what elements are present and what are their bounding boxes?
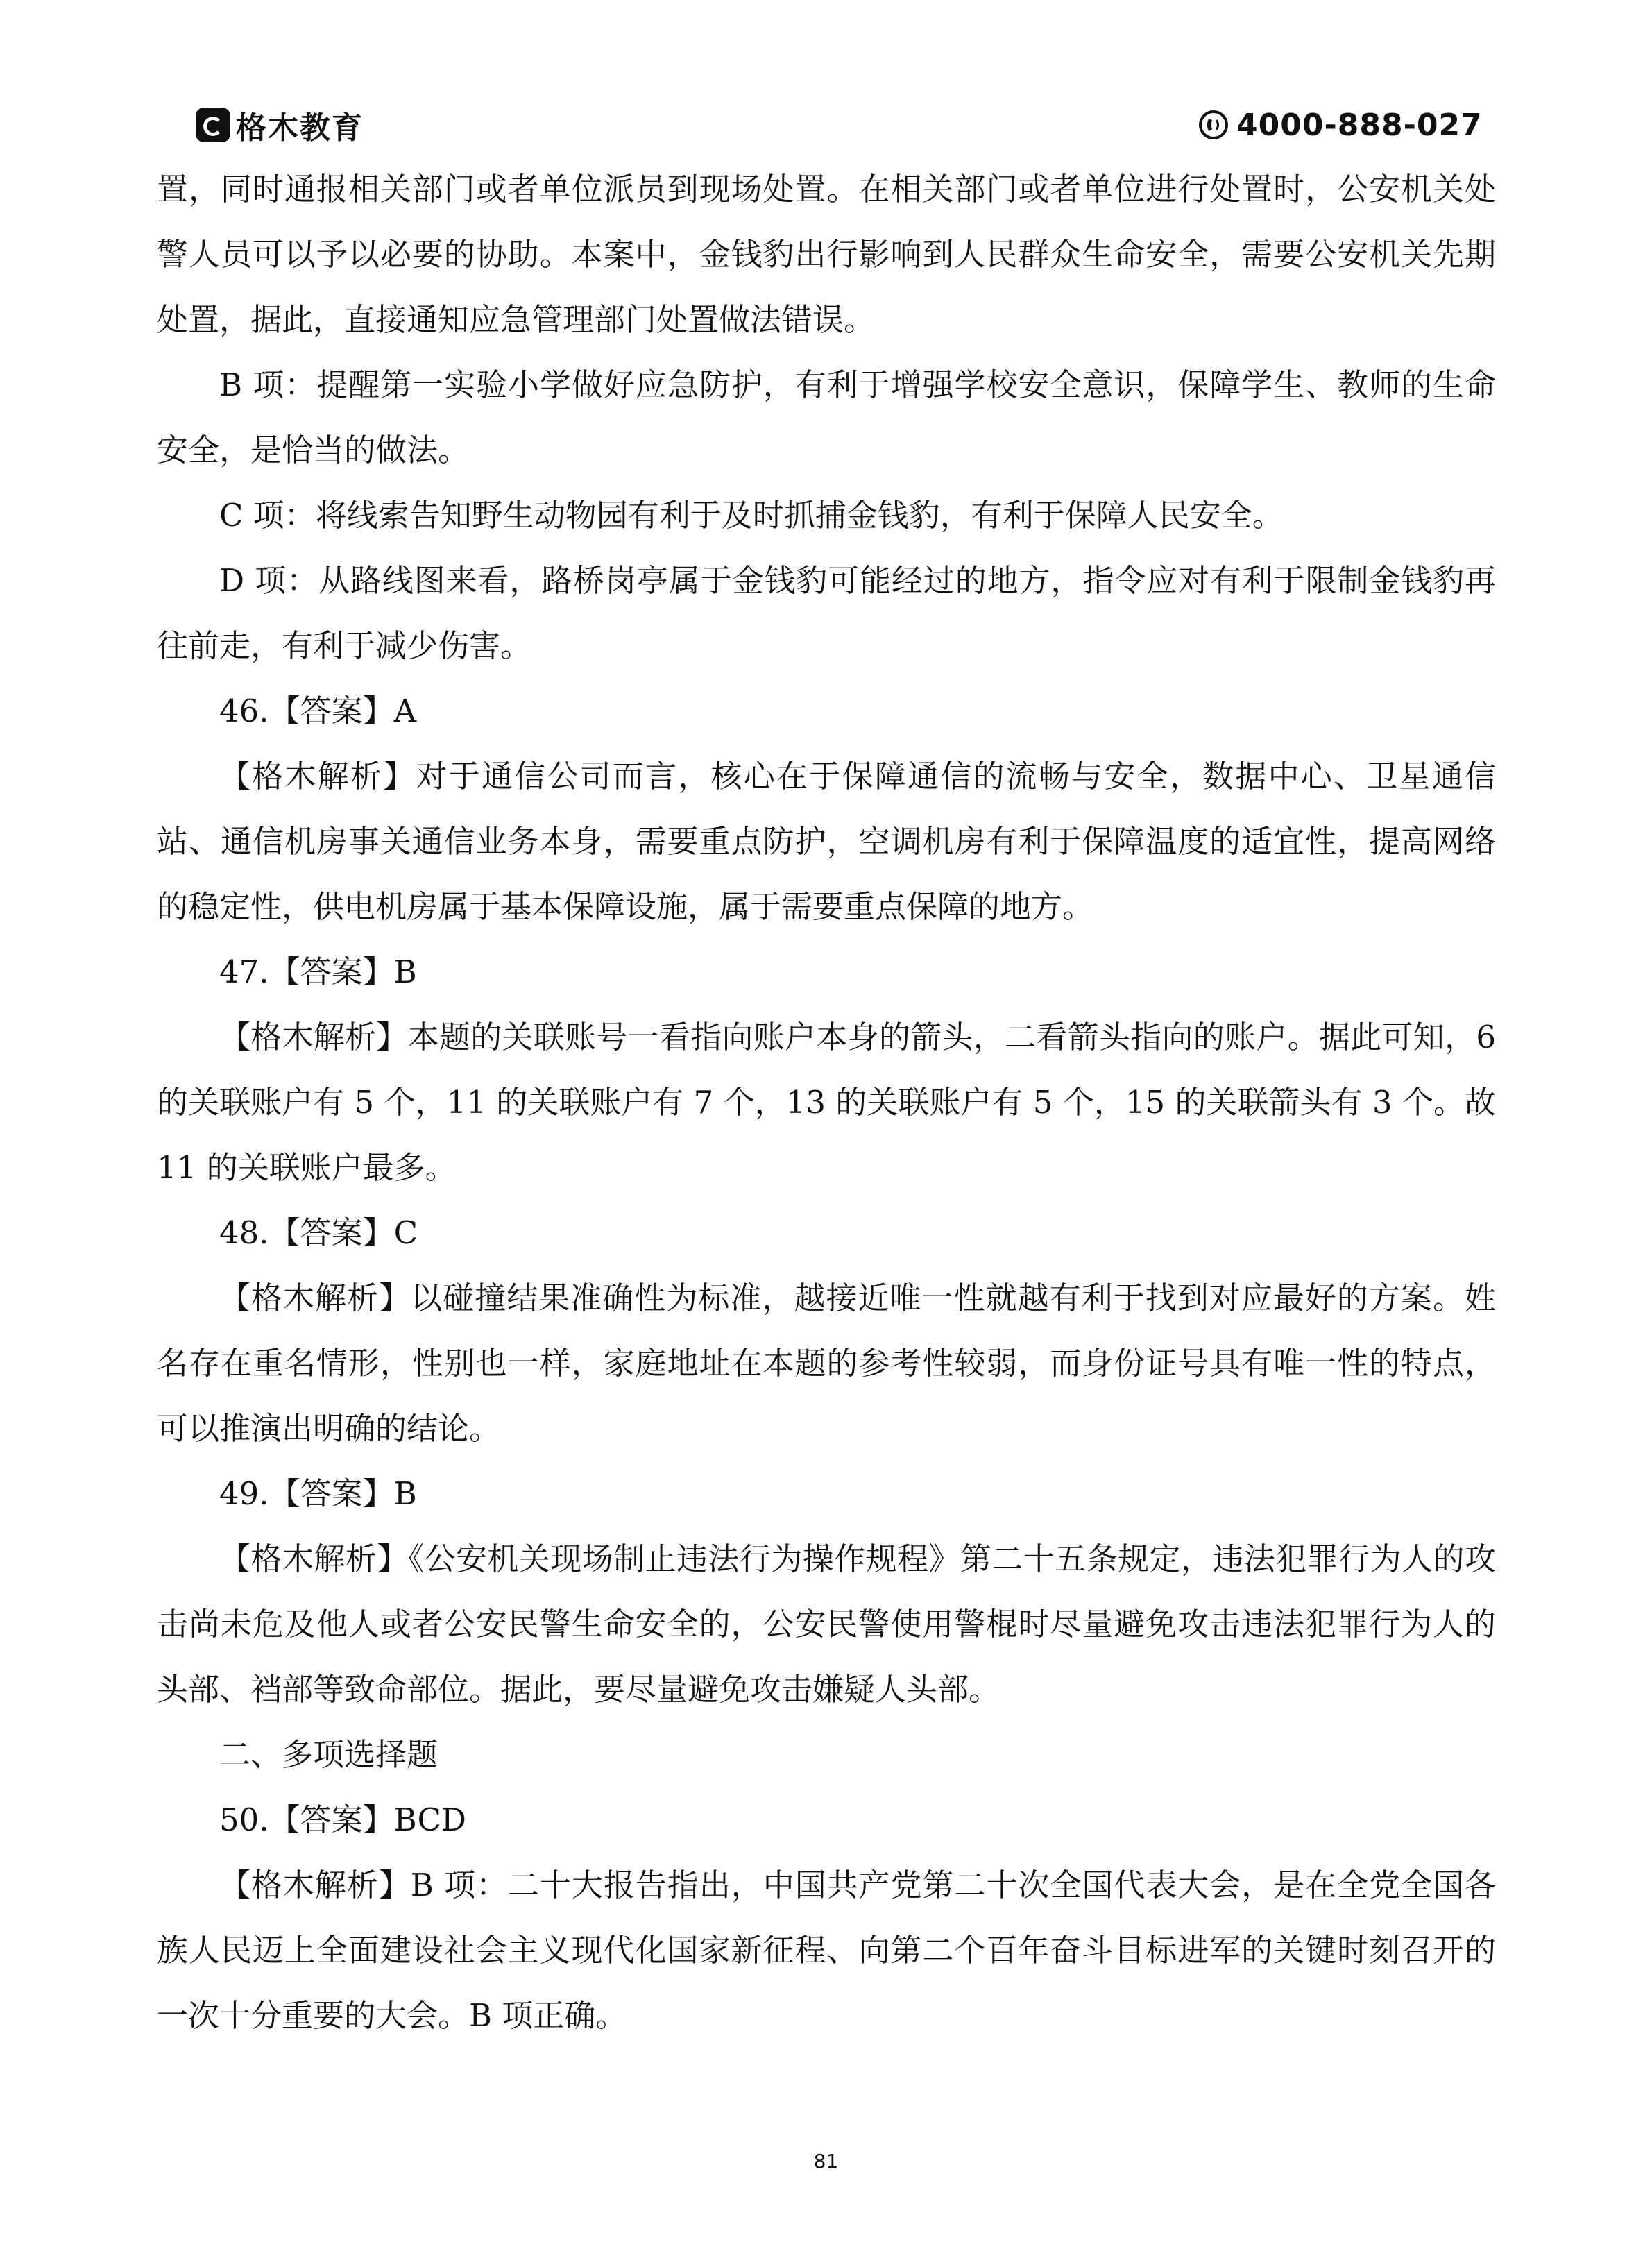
answer-heading: 48.【答案】C: [219, 1214, 418, 1251]
paragraph: B 项：提醒第一实验小学做好应急防护，有利于增强学校安全意识，保障学生、教师的生命安全，是恰当的做法。: [157, 366, 1496, 468]
answer-heading: 50.【答案】BCD: [219, 1801, 466, 1838]
document-body: [157, 157, 1496, 2048]
header-phone: [1198, 104, 1483, 146]
header-logo: [196, 104, 364, 146]
logo-text: 格木教育: [236, 110, 364, 146]
answer-heading: 46.【答案】A: [219, 693, 417, 729]
paragraph: 置，同时通报相关部门或者单位派员到现场处置。在相关部门或者单位进行处置时，公安机关处警人员可以予以必要的协助。本案中，金钱豹出行影响到人民群众生命安全，需要公安机关先期处置，据此，直接通知应急管理部门处置做法错误。: [157, 171, 1496, 338]
answer-heading: 47.【答案】B: [219, 953, 417, 990]
logo-icon: [196, 108, 230, 142]
phone-icon: [1198, 109, 1229, 141]
phone-number: 4000-888-027: [1236, 107, 1483, 143]
paragraph: 【格木解析】B 项：二十大报告指出，中国共产党第二十次全国代表大会，是在全党全国各族人民迈上全面建设社会主义现代化国家新征程、向第二个百年奋斗目标进军的关键时刻召开的一次十分重要的大会。B 项正确。: [157, 1867, 1496, 2034]
paragraph: 【格木解析】《公安机关现场制止违法行为操作规程》第二十五条规定，违法犯罪行为人的攻击尚未危及他人或者公安民警生命安全的，公安民警使用警棍时尽量避免攻击违法犯罪行为人的头部、裆部等致命部位。据此，要尽量避免攻击嫌疑人头部。: [157, 1540, 1496, 1708]
page-number: 81: [813, 2150, 839, 2173]
paragraph: 【格木解析】以碰撞结果准确性为标准，越接近唯一性就越有利于找到对应最好的方案。姓名存在重名情形，性别也一样，家庭地址在本题的参考性较弱，而身份证号具有唯一性的特点，可以推演出明确的结论。: [157, 1280, 1496, 1447]
paragraph: C 项：将线索告知野生动物园有利于及时抓捕金钱豹，有利于保障人民安全。: [219, 497, 1284, 534]
section-heading: 二、多项选择题: [219, 1736, 438, 1773]
paragraph: D 项：从路线图来看，路桥岗亭属于金钱豹可能经过的地方，指令应对有利于限制金钱豹再往前走，有利于减少伤害。: [157, 562, 1496, 664]
paragraph: 【格木解析】对于通信公司而言，核心在于保障通信的流畅与安全，数据中心、卫星通信站、通信机房事关通信业务本身，需要重点防护，空调机房有利于保障温度的适宜性，提高网络的稳定性，供电机房属于基本保障设施，属于需要重点保障的地方。: [157, 758, 1496, 925]
paragraph: 【格木解析】本题的关联账号一看指向账户本身的箭头，二看箭头指向的账户。据此可知，6 的关联账户有 5 个，11 的关联账户有 7 个，13 的关联账户有 5 个，15 的关联箭头有 3 个。故 11 的关联账户最多。: [157, 1019, 1496, 1186]
answer-heading: 49.【答案】B: [219, 1475, 417, 1512]
